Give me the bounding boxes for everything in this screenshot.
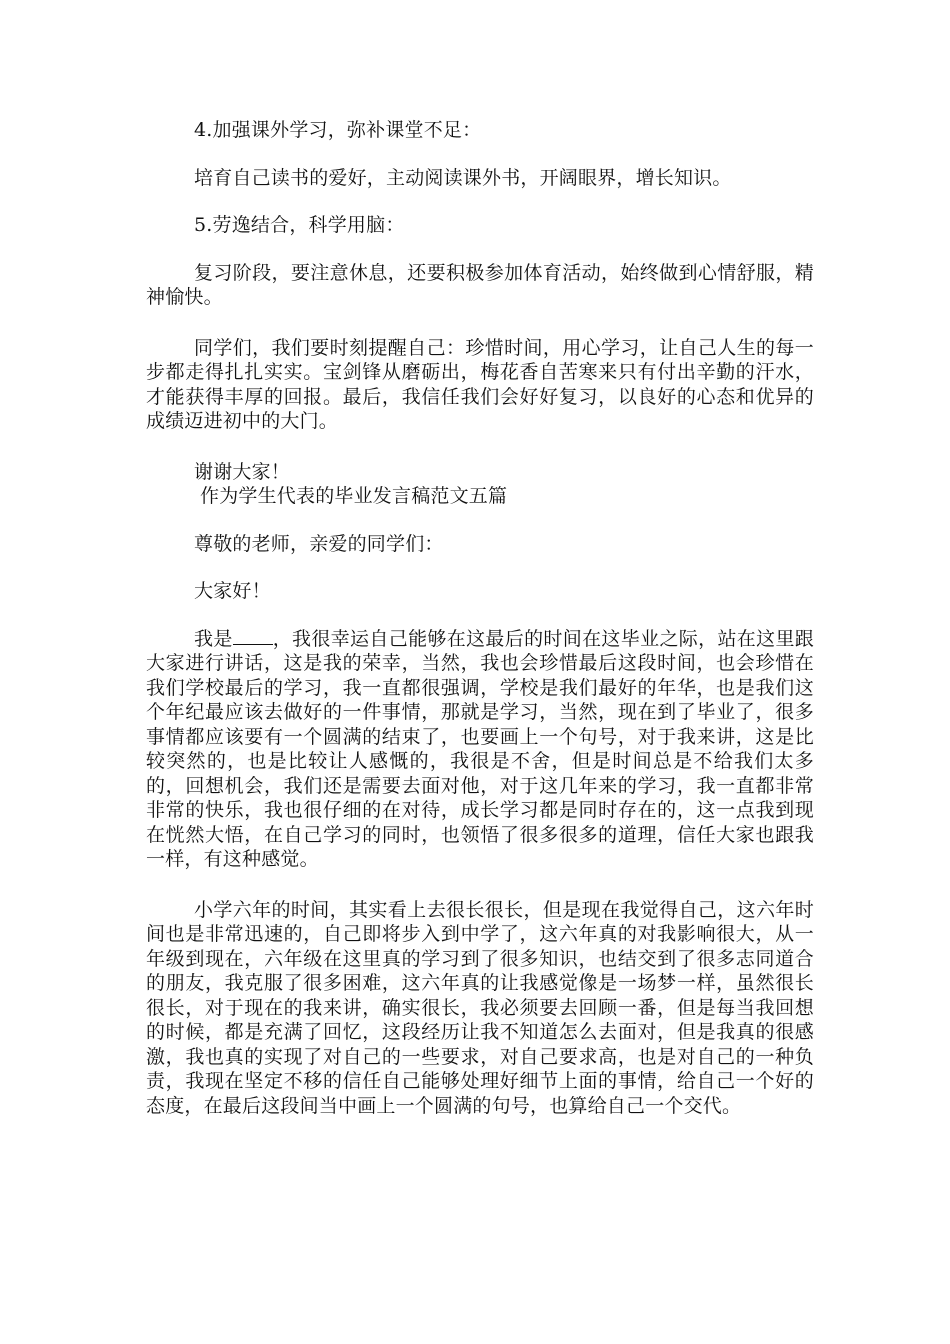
paragraph-six-years: 小学六年的时间，其实看上去很长很长，但是现在我觉得自己，这六年时间也是非常迅速的，自己即将步入到中学了，这六年真的对我影响很大，从一年级到现在，六年级在这里真的学习到了很多知识，也结交到了很多志同道合的朋友，我克服了很多困难，这六年真的让我感觉像是一场梦一样，虽然很长很长，对于现在的我来讲，确实很长，我必须要去回顾一番，但是每当我回想的时候，都是充满了回忆，这段经历让我不知道怎么去面对，但是我真的很感激，我也真的实现了对自己的一些要求，对自己要求高，也是对自己的一种负责，我现在坚定不移的信任自己能够处理好细节上面的事情，给自己一个好的态度，在最后这段间当中画上一个圆满的句号，也算给自己一个交代。 [146, 898, 814, 1117]
paragraph-reading-habit: 培育自己读书的爱好，主动阅读课外书，开阔眼界，增长知识。 [194, 166, 732, 189]
paragraph-study-tip-5: 5.劳逸结合，科学用脑： [194, 214, 405, 236]
paragraph-rest-advice: 复习阶段，要注意休息，还要积极参加体育活动，始终做到心情舒服，精神愉快。 [146, 261, 814, 308]
speech-intro-rest: ，我很幸运自己能够在这最后的时间在这毕业之际，站在这里跟大家进行讲话，这是我的荣幸，当然，我也会珍惜最后这段时间，也会珍惜在我们学校最后的学习，我一直都很强调，学校是我们最好的年华，也是我们这个年纪最应该去做好的一件事情，那就是学习，当然，现在到了毕业了，很多事情都应该要有一个圆满的结束了，也要画上一个句号，对于我来讲，这是比较突然的，也是比较让人感慨的，我很是不舍，但是时间总是不给我们太多的，回想机会，我们还是需要去面对他，对于这几年来的学习，我一直都非常非常的快乐，我也很仔细的在对待，成长学习都是同时存在的，这一点我到现在恍然大悟，在自己学习的同时，也领悟了很多很多的道理，信任大家也跟我一样，有这种感觉。 [146, 627, 815, 871]
paragraph-thanks: 谢谢大家！ [194, 460, 291, 483]
paragraph-speech-intro [146, 627, 814, 872]
document-page [146, 118, 814, 1118]
document-title: 作为学生代表的毕业发言稿范文五篇 [200, 485, 508, 507]
paragraph-study-tip-4: 4.加强课外学习，弥补课堂不足： [194, 119, 482, 141]
paragraph-greeting: 大家好！ [194, 580, 271, 602]
speech-intro-start: 我是 [194, 627, 233, 650]
paragraph-closing-exhortation: 同学们，我们要时刻提醒自己：珍惜时间，用心学习，让自己人生的每一步都走得扎扎实实。宝剑锋从磨砺出，梅花香自苦寒来只有付出辛勤的汗水，才能获得丰厚的回报。最后，我信任我们会好好复习，以良好的心态和优异的成绩迈进初中的大门。 [146, 336, 814, 432]
name-blank [233, 627, 273, 645]
paragraph-salutation: 尊敬的老师，亲爱的同学们： [194, 532, 444, 555]
